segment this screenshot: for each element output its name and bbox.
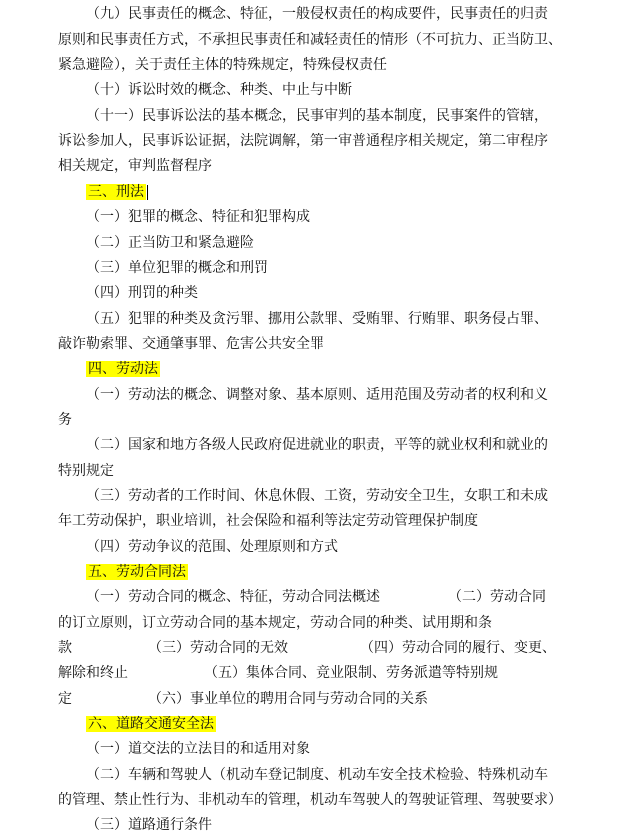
text-segment: 定 xyxy=(58,691,72,707)
text-line: 特别规定 xyxy=(58,463,114,479)
text-line xyxy=(58,636,618,660)
text-line: 的管理、禁止性行为、非机动车的管理，机动车驾驶人的驾驶证管理、驾驶要求） xyxy=(58,792,562,808)
text-line: （三）劳动者的工作时间、休息休假、工资，劳动安全卫生，女职工和未成 xyxy=(86,488,548,504)
text-line: （二）国家和地方各级人民政府促进就业的职责，平等的就业权利和就业的 xyxy=(86,437,548,453)
highlighted-heading: 四、劳动法 xyxy=(88,361,158,377)
text-segment: （六）事业单位的聘用合同与劳动合同的关系 xyxy=(148,691,428,707)
text-line: （一）劳动法的概念、调整对象、基本原则、适用范围及劳动者的权利和义 xyxy=(86,387,548,403)
text-line: （三）单位犯罪的概念和刑罚 xyxy=(86,260,268,276)
text-segment: （一）劳动合同的概念、特征，劳动合同法概述 xyxy=(86,589,380,605)
text-line: 年工劳动保护，职业培训，社会保险和福利等法定劳动管理保护制度 xyxy=(58,513,478,529)
text-line: （五）犯罪的种类及贪污罪、挪用公款罪、受贿罪、行贿罪、职务侵占罪、 xyxy=(86,311,548,327)
text-line: （十）诉讼时效的概念、种类、中止与中断 xyxy=(86,82,352,98)
text-line: 务 xyxy=(58,412,72,428)
text-line: （三）道路通行条件 xyxy=(86,817,212,833)
text-line: 敲诈勒索罪、交通肇事罪、危害公共安全罪 xyxy=(58,336,324,352)
text-line: （二）正当防卫和紧急避险 xyxy=(86,235,254,251)
text-line: 原则和民事责任方式，不承担民事责任和减轻责任的情形（不可抗力、正当防卫、 xyxy=(58,32,562,48)
highlighted-heading: 六、道路交通安全法 xyxy=(88,716,214,732)
text-line: 紧急避险），关于责任主体的特殊规定，特殊侵权责任 xyxy=(58,57,387,73)
text-segment: （二）劳动合同 xyxy=(448,589,546,605)
highlighted-heading: 五、劳动合同法 xyxy=(88,564,186,580)
section-heading-criminal-law xyxy=(86,180,618,204)
text-segment: 款 xyxy=(58,640,72,656)
section-heading-road-traffic-law xyxy=(86,712,618,736)
text-line: 相关规定，审判监督程序 xyxy=(58,158,212,174)
text-segment: （三）劳动合同的无效 xyxy=(148,640,288,656)
text-segment: （四）劳动合同的履行、变更、 xyxy=(360,640,556,656)
text-cursor xyxy=(147,185,148,200)
text-line: （十一）民事诉讼法的基本概念，民事审判的基本制度，民事案件的管辖， xyxy=(86,108,548,124)
text-line xyxy=(86,585,618,609)
highlighted-heading: 三、刑法 xyxy=(88,184,144,200)
text-line: （四）劳动争议的范围、处理原则和方式 xyxy=(86,539,338,555)
text-line xyxy=(58,687,618,711)
text-line: （一）道交法的立法目的和适用对象 xyxy=(86,741,310,757)
text-line xyxy=(58,661,618,685)
text-segment: （五）集体合同、竞业限制、劳务派遣等特别规 xyxy=(204,665,498,681)
section-heading-labor-contract-law xyxy=(86,560,618,584)
text-line: 诉讼参加人，民事诉讼证据，法院调解，第一审普通程序相关规定，第二审程序 xyxy=(58,133,548,149)
section-heading-labor-law xyxy=(86,357,618,381)
text-line: （四）刑罚的种类 xyxy=(86,285,198,301)
text-line: 的订立原则，订立劳动合同的基本规定，劳动合同的种类、试用期和条 xyxy=(58,615,492,631)
text-line: （一）犯罪的概念、特征和犯罪构成 xyxy=(86,209,310,225)
text-segment: 解除和终止 xyxy=(58,665,128,681)
text-line: （二）车辆和驾驶人（机动车登记制度、机动车安全技术检验、特殊机动车 xyxy=(86,767,548,783)
text-line: （九）民事责任的概念、特征，一般侵权责任的构成要件，民事责任的归责 xyxy=(86,6,548,22)
